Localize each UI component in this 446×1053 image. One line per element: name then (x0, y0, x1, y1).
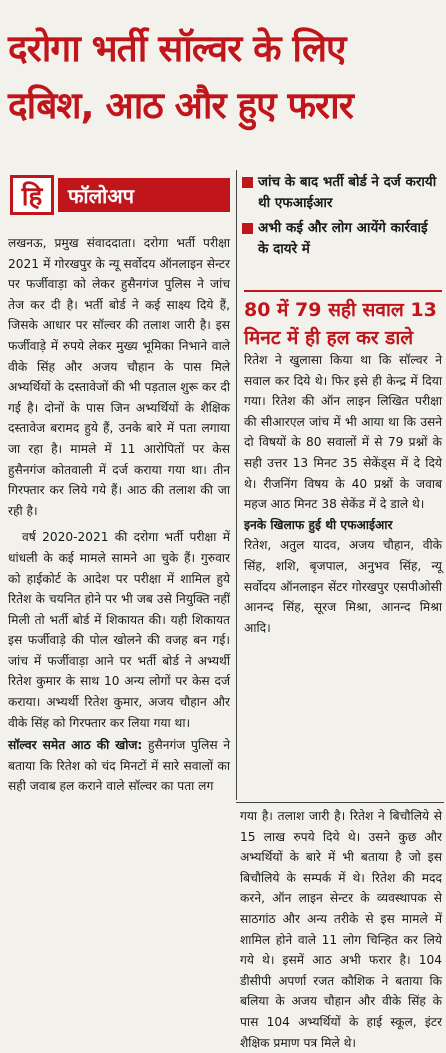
dateline: लखनऊ, प्रमुख संवाददाता। (8, 236, 136, 250)
square-bullet-icon (242, 223, 253, 234)
fir-names: रितेश, अतुल यादव, अजय चौहान, वीके सिंह, शशि, बृजपाल, अनुभव सिंह, न्यू सर्वोदय ऑनलाइन सेंटर गोरखपुर एसपीओसी आनन्द सिंह, सूरज मिश्रा, आनन्द मिश्रा आदि। (244, 538, 442, 635)
article-text: हुसैनगंज पुलिस ने बताया कि रितेश को चंद मिनटों में सारे सवालों का सही जवाब हल कराने वाले सॉल्वर का पता लग (8, 738, 230, 794)
article-paragraph: वर्ष 2020-2021 की दरोगा भर्ती परीक्षा में धांधली के कई मामले सामने आ चुके हैं। गुरुवार को हाईकोर्ट के आदेश पर परीक्षा में शामिल हुये रितेश के चयनित होने पर भी जब उसे नियुक्ति नहीं मिली तो भर्ती बोर्ड में शिकायत की। यही शिकायत इस फर्जीवाड़े की पोल खोलने की वजह बन गई। जांच में फर्जीवाड़ा आने पर भर्ती बोर्ड ने अभ्यर्थी रितेश कुमार के साथ 10 अन्य लोगों पर केस दर्ज कराया। अभ्यर्थी रितेश कुमार, अजय चौहान और वीके सिंह को गिरफ्तार कर लिया गया था। (8, 530, 230, 730)
fir-heading: इनके खिलाफ हुई थी एफआईआर (244, 517, 393, 532)
highlight-bullets (240, 172, 442, 264)
followup-banner (10, 174, 230, 216)
article-paragraph: गया है। तलाश जारी है। रितेश ने बिचौलिये से 15 लाख रुपये दिये थे। उसने कुछ और अभ्यर्थियों के बारे में भी बताया है जो इस बिचौलिये के सम्पर्क में थे। रितेश की मदद करने, ऑन लाइन सेन्टर के व्यवस्थापक से साठगांठ और अन्य तरीके से इस मामले में शामिल होने वाले 11 लोग चिन्हित कर लिये गये थे। इसमें आठ अभी फरार है। 104 डीसीपी अपर्णा रजत कौशिक ने बताया कि बलिया के अजय चौहान और वीके सिंह के पास 104 अभ्यर्थियों के हाई स्कूल, इंटर शैक्षिक प्रमाण पत्र मिले थे। (240, 809, 442, 1050)
article-paragraph: रितेश ने खुलासा किया था कि सॉल्वर ने सवाल कर दिये थे। फिर इसे ही केन्द्र में दिया गया। रितेश की ऑन लाइन लिखित परीक्षा की सीआरएल जांच में भी आया था कि उसने दो विषयों के 80 सवालों में से 79 प्रश्नों के सही उत्तर 13 मिनट 35 सेकेंड्स में दे दिये थे। रीजनिंग विषय के 40 प्रश्नों के जवाब महज आठ मिनट 38 सेकेंड में दे डाले थे। (244, 353, 442, 512)
column-divider (236, 170, 237, 800)
bullet-text: जांच के बाद भर्ती बोर्ड ने दर्ज करायी थी एफआईआर (258, 174, 437, 211)
hindustan-logo-icon: हि (10, 175, 54, 215)
headline-line-1: दरोगा भर्ती सॉल्वर के लिए (8, 27, 346, 70)
continued-article-column (240, 806, 442, 1053)
followup-label-bar (58, 178, 230, 212)
left-article-column (8, 233, 230, 797)
paragraph-lead: सॉल्वर समेत आठ की खोज: (8, 738, 143, 753)
right-article-column (244, 350, 442, 638)
bullet-text: अभी कई और लोग आयेंगे कार्रवाई के दायरे में (258, 220, 428, 257)
bullet-item (240, 172, 442, 214)
article-paragraph (8, 233, 230, 521)
sub-headline: 80 में 79 सही सवाल 13 मिनट में ही हल कर डाले (244, 290, 442, 352)
section-rule (236, 802, 444, 803)
bullet-item (240, 218, 442, 260)
followup-label: फॉलोअप (68, 183, 134, 208)
headline (8, 20, 438, 134)
square-bullet-icon (242, 177, 253, 188)
article-paragraph (8, 735, 230, 797)
article-text: दरोगा भर्ती परीक्षा 2021 में गोरखपुर के न्यू सर्वोदय ऑनलाइन सेन्टर पर फर्जीवाड़ा को लेकर हुसैनगंज पुलिस ने जांच तेज कर दी है। भर्ती बोर्ड ने कई साक्ष्य दिये हैं, जिसके आधार पर सॉल्वर की तलाश जारी है। इस फर्जीवाड़े में रुपये लेकर मुख्य भूमिका निभाने वाले वीके सिंह और अजय चौहान के पास मिले अभ्यर्थियों के दस्तावेजों की भी पड़ताल शुरू कर दी गई है। दोनों के पास जिन अभ्यर्थियों के शैक्षिक दस्तावेज बरामद हुये हैं, उनके बारे में पता लगाया जा रहा है। मामले में 11 आरोपितों पर केस हुसैनगंज कोतवाली में दर्ज कराया गया था। तीन गिरफ्तार कर लिये गये हैं। आठ की तलाश की जा रही है। (8, 236, 231, 518)
headline-line-2: दबिश, आठ और हुए फरार (8, 84, 353, 127)
